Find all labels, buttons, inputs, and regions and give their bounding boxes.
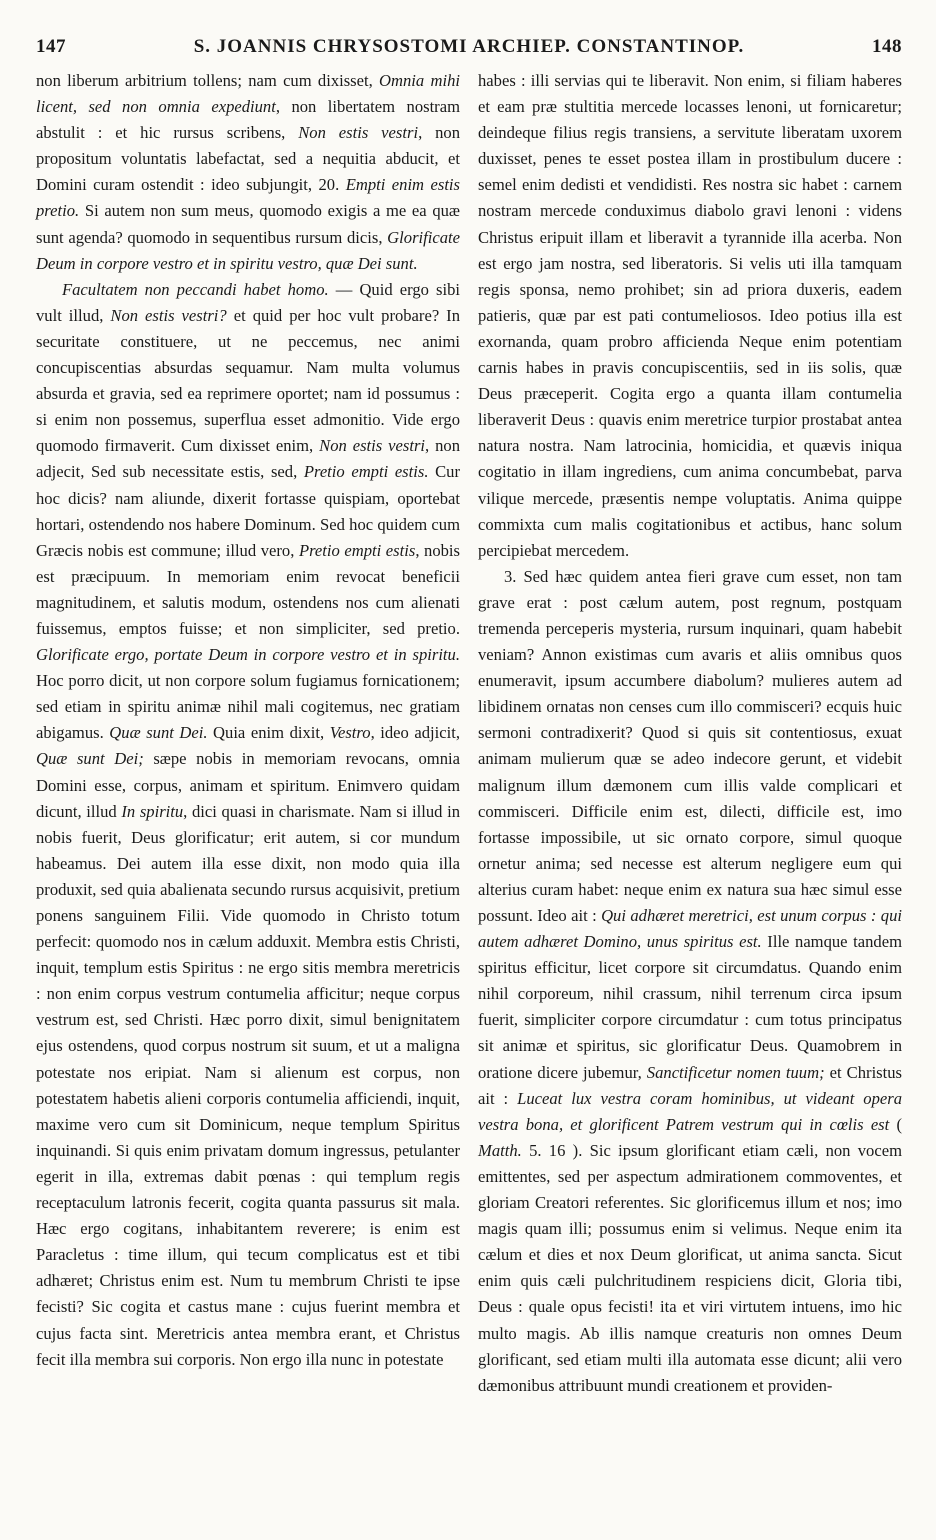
italic-quotation: Glorificate Deum in corpore vestro et in spiritu vestro, quæ Dei sunt. [36, 227, 460, 273]
italic-quotation: Facultatem non peccandi habet homo. [62, 279, 329, 299]
italic-quotation: Non estis vestri? [110, 305, 227, 325]
italic-quotation: Pretio empti estis. [303, 462, 429, 482]
paragraph: habes : illi servias qui te liberavit. Non enim, si filiam haberes et eam præ stultitia mercede locasses lenoni, ut fornicaretur; deindeque filius regis transiens, a servitute liberatam uxorem duxisset, penes te esset postea illam in prostibulum ducere : semel enim dedisti et vendidisti. Res nostra sic habet : carnem nostram mercede conduximus diabolo gravi lenoni : videns Christus eripuit illam et liberavit a tyrannide illa acerba. Non est ergo jam nostra, sed liberatoris. Si velis uti illa tamquam regis sponsa, nemo prohibet; sin ad priora duxeris, eadem patieris, quæ par est pati contumeliosos. Ideo potius illa est exornanda, quam probro afficienda Neque enim potentiam carnis habes in pravis concupiscentiis, sed in iis solis, quæ Deus præceperit. Cogita ergo a quanta illam contumelia liberaverit Deus : quavis enim meretrice turpior prostabat antea natura nostra. Nam latrocinia, homicidia, et quævis iniqua cogitatio in illam ingrediens, cum anima concumbebat, parva vilique mercede, præsentis nempe voluptatis. Anima quippe commixta cum malis cogitationibus et actibus, hanc solum percipiebat mercedem. [478, 71, 902, 560]
text-columns [36, 68, 902, 1399]
running-title: S. JOANNIS CHRYSOSTOMI ARCHIEP. CONSTANTINOP. [193, 36, 745, 57]
right-column [478, 68, 902, 1399]
italic-quotation: Non estis vestri [319, 436, 426, 456]
paragraph: 3. Sed hæc quidem antea fieri grave cum esset, non tam grave erat : post cælum autem, post regnum, postquam tremenda perceperis mysteria, rursum inquinari, quam habebit veniam? Annon existimas cum avaris et aliis omnibus quos enumeravit, ipsum accumbere diabolum? mulieres autem ad libidinem ornatas non censes cum illo commisceri? ecquis huic sermoni contradixerit? Quod si quis sit contentiosus, exuat animam mulierum quæ se adeo indecore gerunt, et videbit malignum illum dæmonem cum illis valde complicari et commisceri. Difficile enim est, dilecti, difficile est, imo fortasse impossibile, ut sic ornato corpore, simul quoque ornetur anima; sed necesse est alterum negligere eum qui alterius curam habet: neque enim ex natura sua hæc simul esse possunt. Ideo ait : Qui adhæret meretrici, est unum corpus : qui autem adhæret Domino, unus spiritus est. Ille namque tandem spiritus efficitur, licet corpore sit circumdatus. Quando enim nihil corporeum, nihil crassum, nihil terrenum circa ipsum fuerit, simpliciter corpore circumdatur : cum totus principatus sit animæ et spiritus, sic glorificatur Deus. Quamobrem in oratione dicere jubemur, Sanctificetur nomen tuum; et Christus ait : Luceat lux vestra coram hominibus, ut videant opera vestra bona, et glorificent Patrem vestrum qui in cœlis est ( Matth. 5. 16 ). Sic ipsum glorificant etiam cæli, non vocem emittentes, sed per aspectum admirationem commoventes, et gloriam Creatori referentes. Sic glorificemus illum et nos; imo magis quam illi; possumus enim si velimus. Neque enim ita cælum et dies et nox Deum glorificat, ut anima sancta. Sicut enim quis cæli pulchritudinem respiciens dicit, Gloria tibi, Deus : quale opus fecisti! ita et viri virtutem intuens, imo hic multo magis. Ab illis namque creaturis non omnes Deum glorificant, sed etiam multi illa automata esse dicunt; alii vero dæmonibus attribuunt mundi creationem et providen- [478, 566, 902, 1395]
italic-quotation: Quæ sunt Dei. [109, 723, 208, 743]
italic-quotation: Glorificate ergo, portate Deum in corpore vestro et in spiritu. [36, 645, 460, 665]
italic-quotation: Luceat lux vestra coram hominibus, ut videant opera vestra bona, et glorificent Patrem vestrum qui in cœlis est [478, 1088, 902, 1134]
italic-quotation: Matth. [478, 1140, 522, 1160]
page-number-left: 147 [36, 36, 66, 57]
italic-quotation: Qui adhæret meretrici, est unum corpus : qui autem adhæret Domino, unus spiritus est. [478, 906, 902, 952]
italic-quotation: Sanctificetur nomen tuum; [646, 1062, 825, 1082]
italic-quotation: Vestro [329, 723, 371, 743]
page-number-right: 148 [872, 36, 902, 57]
left-column [36, 68, 460, 1399]
italic-quotation: Pretio empti estis [298, 540, 416, 560]
paragraph: non liberum arbitrium tollens; nam cum dixisset, Omnia mihi licent, sed non omnia expediunt, non libertatem nostram abstulit : et hic rursus scribens, Non estis vestri, non propositum voluntatis labefactat, sed a nequitia abducit, et Domini curam ostendit : ideo subjungit, 20. Empti enim estis pretio. Si autem non sum meus, quomodo exigis a me ea quæ sunt agenda? quomodo in sequentibus rursum dicis, Glorificate Deum in corpore vestro et in spiritu vestro, quæ Dei sunt. [36, 71, 461, 273]
italic-quotation: Empti enim estis pretio. [36, 175, 460, 221]
paragraph: Facultatem non peccandi habet homo. — Quid ergo sibi vult illud, Non estis vestri? et quid per hoc vult probare? In securitate constituere, ut ne peccemus, nec animi concupiscentias absurdas sequamur. Nam multa volumus absurda et gravia, sed ea reprimere oportet; nam id possumus : si enim non possemus, superflua esset admonitio. Vide ergo quomodo firmaverit. Cum dixisset enim, Non estis vestri, non adjecit, Sed sub necessitate estis, sed, Pretio empti estis. Cur hoc dicis? nam aliunde, dixerit fortasse quispiam, oportebat hortari, ostendendo nos habere Dominum. Sed hoc quidem cum Græcis nobis est commune; illud vero, Pretio empti estis, nobis est præcipuum. In memoriam enim revocat beneficii magnitudinem, et salutis modum, ostendens nos cum alienati fuissemus, emptos fuisse; et non simpliciter, sed pretio. Glorificate ergo, portate Deum in corpore vestro et in spiritu. Hoc porro dicit, ut non corpore solum fugiamus fornicationem; sed etiam in spiritu animæ nihil mali cogitemus, nec gratiam abigamus. Quæ sunt Dei. Quia enim dixit, Vestro, ideo adjicit, Quæ sunt Dei; sæpe nobis in memoriam revocans, omnia Domini esse, corpus, animam et spiritum. Enimvero quidam dicunt, illud In spiritu, dici quasi in charismate. Nam si illud in nobis fuerit, Deus glorificatur; erit autem, si cor mundum habeamus. Dei autem illa esse dixit, non modo quia illa produxit, sed quia abalienata secundo rursus acquisivit, pretium ponens sanguinem Filii. Vide quomodo in Christo totum perfecit: quomodo nos in cælum adduxit. Membra estis Christi, inquit, templum estis Spiritus : ne ergo sitis membra meretricis : non enim corpus vestrum contumelia afficitur; neque corpus vestrum est, sed Christi. Hæc porro dixit, simul benignitatem ejus ostendens, quod corpus nostrum sit suum, et ut a maligna potestate nos eripiat. Nam si alienum est corpus, non potestatem habetis alieni corporis contumelia afficiendi, inquit, maxime vero cum sit Dominicum, neque templum Spiritus inquinandi. Si quis enim privatam domum ingressus, petulanter egerit in illa, extremas dabit pœnas : qui templum regis receptaculum latronis fecerit, cogita quanta passurus sit mala. Hæc ergo cogitans, inhabitantem reverere; is enim est Paracletus : time illum, qui tecum complicatus est et tibi adhæret; Christus enim est. Num tu membrum Christi te ipse fecisti? Sic cogita et castus mane : cujus fuerint membra et cujus facta sint. Meretricis antea membra erant, et Christus fecit illa membra sui corporis. Non ergo illa nunc in potestate [36, 279, 461, 1369]
italic-quotation: Quæ sunt Dei; [36, 749, 144, 769]
running-header [36, 36, 902, 62]
italic-quotation: Omnia mihi licent, sed non omnia expediunt [36, 71, 460, 117]
italic-quotation: In spiritu [121, 801, 184, 821]
italic-quotation: Non estis vestri [298, 123, 419, 143]
